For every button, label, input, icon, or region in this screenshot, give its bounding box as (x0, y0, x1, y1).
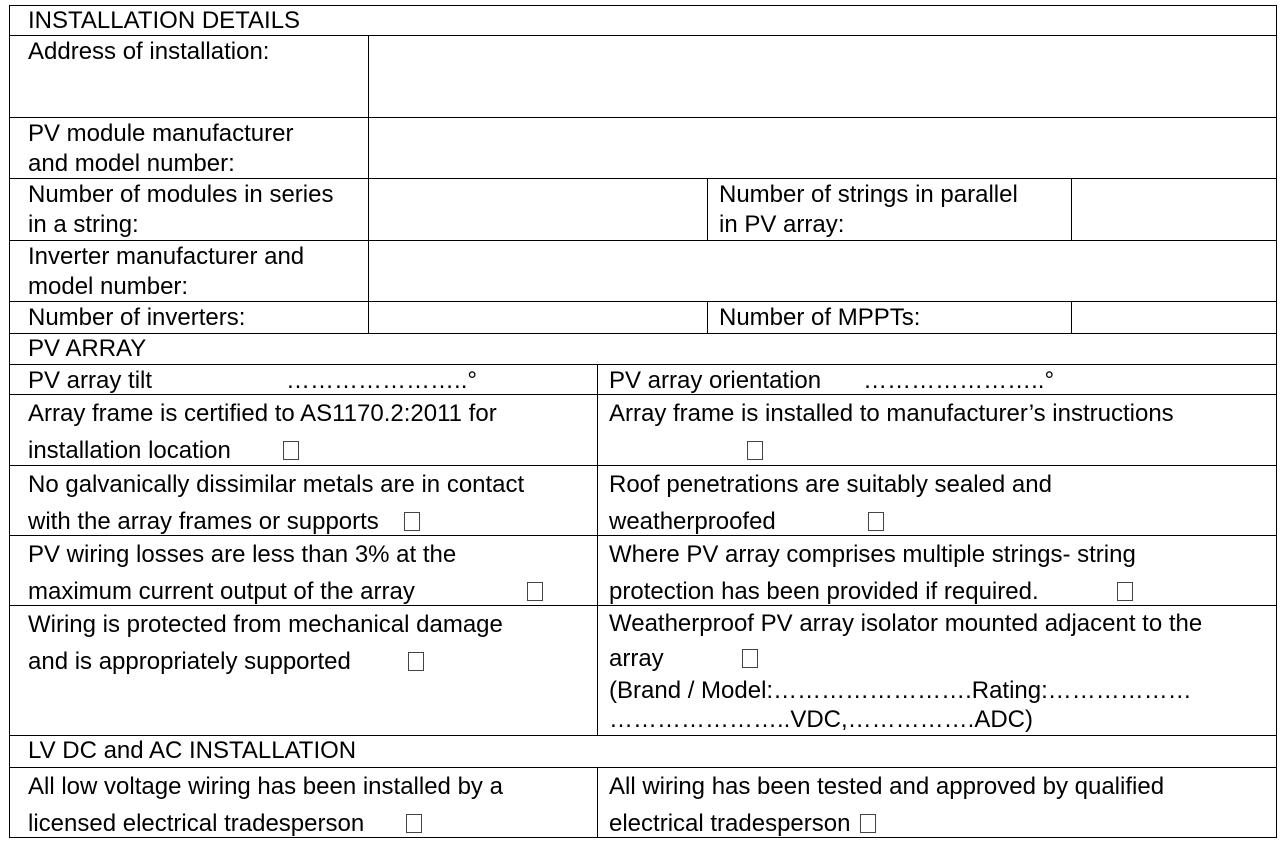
low-voltage-line-1: All low voltage wiring has been installed by a (28, 773, 503, 800)
no-metals-line-2: with the array frames or supports (28, 508, 379, 535)
section-title: PV ARRAY (28, 335, 147, 362)
roof-line-2: weatherproofed (609, 508, 776, 535)
address-label: Address of installation: (28, 38, 270, 65)
wiring-losses-line-2: maximum current output of the array (28, 578, 415, 605)
num-inverters-label-cell (9, 301, 369, 334)
section-title: INSTALLATION DETAILS (28, 7, 301, 34)
isolator-line-1: Weatherproof PV array isolator mounted adjacent to the (609, 610, 1203, 637)
isolator-brand-rating-line: (Brand / Model:…………………….Rating:……………… (609, 677, 1192, 704)
wiring-losses-cell (9, 535, 598, 606)
num-mppts-field[interactable] (1071, 301, 1277, 334)
modules-series-label-cell (9, 178, 369, 241)
pv-module-label-cell (9, 117, 369, 179)
string-protection-line-2: protection has been provided if required. (609, 578, 1039, 605)
wiring-losses-checkbox[interactable] (527, 582, 543, 601)
tested-checkbox[interactable] (860, 814, 876, 833)
inverter-field[interactable] (368, 240, 1277, 302)
section-header-lv-installation (9, 735, 1277, 768)
no-metals-checkbox[interactable] (404, 512, 420, 531)
address-field[interactable] (368, 35, 1277, 118)
frame-installed-line-1: Array frame is installed to manufacturer’s instructions (609, 400, 1174, 427)
tilt-label: PV array tilt (28, 367, 153, 394)
frame-certified-line-2: installation location (28, 437, 231, 464)
frame-installed-cell (597, 394, 1277, 466)
wiring-losses-line-1: PV wiring losses are less than 3% at the (28, 541, 457, 568)
isolator-checkbox[interactable] (742, 649, 758, 668)
section-header-pv-array (9, 333, 1277, 365)
num-mppts-label-cell (707, 301, 1072, 334)
string-protection-cell (597, 535, 1277, 606)
num-mppts-label: Number of MPPTs: (719, 304, 921, 331)
isolator-line-2: array (609, 645, 664, 672)
roof-line-1: Roof penetrations are suitably sealed and (609, 471, 1052, 498)
strings-parallel-label-line-2: in PV array: (719, 211, 845, 238)
pv-module-label-line-1: PV module manufacturer (28, 120, 294, 147)
tilt-cell (9, 364, 598, 395)
tested-line-1: All wiring has been tested and approved by qualified (609, 773, 1165, 800)
frame-certified-cell (9, 394, 598, 466)
pv-module-label-line-2: and model number: (28, 150, 235, 177)
inverter-label-cell (9, 240, 369, 302)
strings-parallel-label-cell (707, 178, 1072, 241)
frame-certified-line-1: Array frame is certified to AS1170.2:2011 for (28, 400, 497, 427)
section-header-installation-details (9, 5, 1277, 36)
pv-module-field[interactable] (368, 117, 1277, 179)
inverter-label-line-1: Inverter manufacturer and (28, 243, 305, 270)
isolator-cell (597, 605, 1277, 736)
string-protection-line-1: Where PV array comprises multiple strings- string (609, 541, 1136, 568)
modules-series-label-line-1: Number of modules in series (28, 181, 334, 208)
orientation-value-field[interactable]: …………………..° (863, 367, 1055, 394)
num-inverters-label: Number of inverters: (28, 304, 246, 331)
tested-line-2: electrical tradesperson (609, 810, 851, 837)
wiring-protected-line-1: Wiring is protected from mechanical damage (28, 611, 503, 638)
orientation-cell (597, 364, 1277, 395)
wiring-protected-line-2: and is appropriately supported (28, 648, 351, 675)
section-title: LV DC and AC INSTALLATION (28, 737, 357, 764)
strings-parallel-field[interactable] (1071, 178, 1277, 241)
tilt-value-field[interactable]: …………………..° (286, 367, 477, 394)
orientation-label: PV array orientation (609, 367, 822, 394)
address-label-cell (9, 35, 369, 118)
roof-cell (597, 465, 1277, 536)
frame-installed-checkbox[interactable] (747, 441, 763, 460)
low-voltage-cell (9, 767, 598, 838)
strings-parallel-label-line-1: Number of strings in parallel (719, 181, 1018, 208)
inverter-label-line-2: model number: (28, 273, 189, 300)
frame-certified-checkbox[interactable] (283, 441, 299, 460)
wiring-protected-cell (9, 605, 598, 736)
wiring-protected-checkbox[interactable] (408, 652, 424, 671)
num-inverters-field[interactable] (368, 301, 708, 334)
tested-cell (597, 767, 1277, 838)
modules-series-label-line-2: in a string: (28, 211, 139, 238)
no-metals-cell (9, 465, 598, 536)
low-voltage-line-2: licensed electrical tradesperson (28, 810, 365, 837)
roof-checkbox[interactable] (868, 512, 884, 531)
low-voltage-checkbox[interactable] (406, 814, 422, 833)
isolator-vdc-adc-line: …………………..VDC,…………….ADC) (609, 706, 1034, 733)
no-metals-line-1: No galvanically dissimilar metals are in contact (28, 471, 525, 498)
modules-series-field[interactable] (368, 178, 708, 241)
string-protection-checkbox[interactable] (1117, 582, 1133, 601)
